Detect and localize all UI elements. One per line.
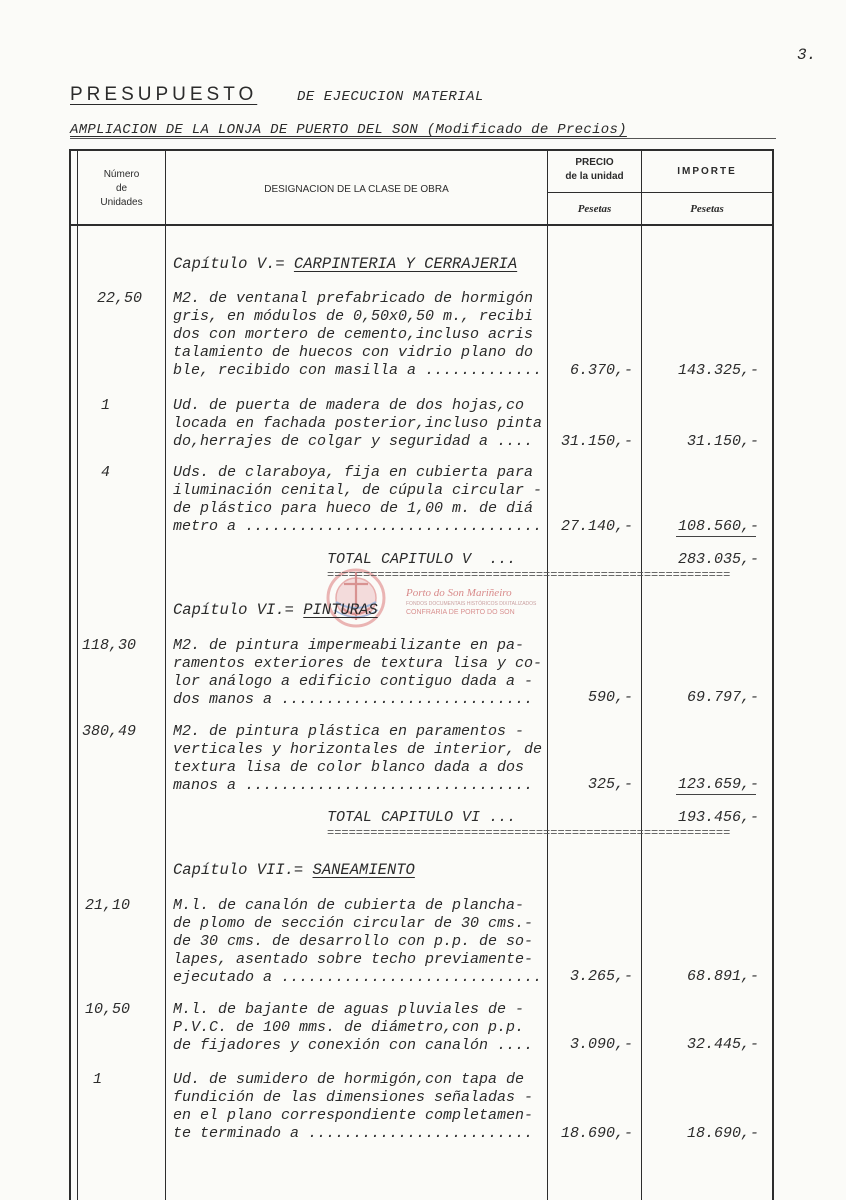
desc-line: M.l. de canalón de cubierta de plancha- — [173, 897, 525, 914]
desc-line: Ud. de puerta de madera de dos hojas,co — [173, 397, 525, 414]
desc-line: te terminado a ......................... — [173, 1125, 534, 1142]
stamp-caption: FONDOS DOCUMENTAIS HISTÓRICOS DIXITALIZADOS — [406, 601, 537, 607]
desc-line: ejecutado a ............................. — [173, 969, 543, 986]
desc-line: fundición de las dimensiones señaladas - — [173, 1089, 534, 1106]
header-units — [78, 168, 165, 210]
desc-line: ramentos exteriores de textura lisa y co- — [173, 655, 543, 672]
item-description — [173, 1071, 533, 1143]
table-left-inner-border — [77, 151, 78, 1200]
chapter-name: CARPINTERIA Y CERRAJERIA — [293, 255, 518, 273]
desc-line: M2. de pintura impermeabilizante en pa- — [173, 637, 525, 654]
desc-line: gris, en módulos de 0,50x0,50 m., recibi — [173, 308, 534, 325]
desc-line: ble, recibido con masilla a ............. — [173, 362, 543, 379]
item-quantity: 22,50 — [96, 290, 142, 307]
header-price-line1: PRECIO — [575, 157, 614, 168]
chapter-prefix: Capítulo VI.= — [173, 601, 304, 619]
item-quantity: 10,50 — [84, 1001, 130, 1018]
table-left-border — [69, 149, 71, 1200]
col-divider-units — [165, 151, 166, 1200]
header-description: DESIGNACION DE LA CLASE DE OBRA — [264, 184, 449, 195]
header-price-line2: de la unidad — [565, 171, 624, 182]
subtotal-rule — [676, 794, 756, 795]
desc-line: lor análogo a edificio contiguo dada a - — [173, 673, 534, 690]
item-description — [173, 290, 542, 380]
header-price — [548, 156, 641, 184]
item-unit-price: 325,- — [587, 776, 633, 793]
desc-line: locada en fachada posterior,incluso pinta — [173, 415, 543, 432]
item-quantity: 380,49 — [81, 723, 136, 740]
item-amount: 108.560,- — [677, 518, 759, 535]
item-unit-price: 3.090,- — [569, 1036, 633, 1053]
item-quantity: 21,10 — [84, 897, 130, 914]
table-header-bottom-border — [69, 224, 774, 226]
desc-line: verticales y horizontales de interior, de — [173, 741, 543, 758]
desc-line: en el plano correspondiente completamen- — [173, 1107, 534, 1124]
desc-line: lapes, asentado sobre techo previamente- — [173, 951, 534, 968]
item-description — [173, 1001, 533, 1055]
desc-line: metro a ................................. — [173, 518, 543, 535]
table-top-border — [69, 149, 774, 151]
desc-line: M.l. de bajante de aguas pluviales de - — [173, 1001, 525, 1018]
item-amount: 143.325,- — [677, 362, 759, 379]
header-units-line1: Número — [103, 169, 140, 180]
desc-line: iluminación cenital, de cúpula circular - — [173, 482, 543, 499]
item-description — [173, 397, 542, 451]
chapter-prefix: Capítulo VII.= — [173, 861, 313, 879]
desc-line: de 30 cms. de desarrollo con p.p. de so- — [173, 933, 534, 950]
item-amount: 69.797,- — [686, 689, 759, 706]
item-quantity: 1 — [100, 397, 110, 414]
col-divider-desc — [547, 151, 548, 1200]
document-subtitle: DE EJECUCION MATERIAL — [297, 89, 484, 105]
desc-line: M2. de pintura plástica en paramentos - — [173, 723, 525, 740]
desc-line: dos manos a ............................ — [173, 691, 534, 708]
header-amount: IMPORTE — [677, 166, 737, 177]
desc-line: talamiento de huecos con vidrio plano do — [173, 344, 534, 361]
item-amount: 31.150,- — [686, 433, 759, 450]
chapter-total-value: 283.035,- — [677, 551, 759, 568]
header-units-line2: de — [115, 183, 128, 194]
desc-line: dos con mortero de cemento,incluso acris — [173, 326, 534, 343]
chapter-total-label: TOTAL CAPITULO V ... — [327, 551, 517, 568]
item-quantity: 118,30 — [81, 637, 136, 654]
double-rule: ======================================================== — [327, 826, 731, 840]
item-unit-price: 590,- — [587, 689, 633, 706]
chapter-total-label: TOTAL CAPITULO VI ... — [327, 809, 517, 826]
item-amount: 32.445,- — [686, 1036, 759, 1053]
item-amount: 18.690,- — [686, 1125, 759, 1142]
chapter-name: PINTURAS — [303, 601, 378, 619]
desc-line: de plástico para hueco de 1,00 m. de diá — [173, 500, 534, 517]
header-amount-currency: Pesetas — [690, 203, 724, 215]
item-unit-price: 31.150,- — [560, 433, 633, 450]
item-quantity: 1 — [92, 1071, 102, 1088]
table-right-border — [772, 149, 774, 1200]
item-unit-price: 3.265,- — [569, 968, 633, 985]
desc-line: P.V.C. de 100 mms. de diámetro,con p.p. — [173, 1019, 525, 1036]
header-price-currency: Pesetas — [577, 203, 612, 215]
item-description — [173, 464, 542, 536]
item-quantity: 4 — [100, 464, 110, 481]
chapter-heading — [173, 601, 378, 619]
col-divider-price — [641, 151, 642, 1200]
stamp-organisation: CONFRARIA DE PORTO DO SON — [406, 609, 515, 616]
desc-line: de plomo de sección circular de 30 cms.- — [173, 915, 534, 932]
desc-line: textura lisa de color blanco dada a dos — [173, 759, 525, 776]
chapter-prefix: Capítulo V.= — [173, 255, 294, 273]
item-description — [173, 637, 542, 709]
item-unit-price: 6.370,- — [569, 362, 633, 379]
double-rule: ======================================================== — [327, 568, 731, 582]
desc-line: do,herrajes de colgar y seguridad a .... — [173, 433, 534, 450]
project-name: AMPLIACION DE LA LONJA DE PUERTO DEL SON (Modificado de Precios) — [70, 122, 627, 138]
chapter-heading — [173, 255, 517, 273]
item-amount: 68.891,- — [686, 968, 759, 985]
item-unit-price: 18.690,- — [560, 1125, 633, 1142]
subtotal-rule — [676, 536, 756, 537]
item-description — [173, 723, 542, 795]
header-currency-divider — [548, 192, 772, 193]
chapter-total-value: 193.456,- — [677, 809, 759, 826]
chapter-name: SANEAMIENTO — [312, 861, 415, 879]
desc-line: Uds. de claraboya, fija en cubierta para — [173, 464, 534, 481]
item-amount: 123.659,- — [677, 776, 759, 793]
desc-line: M2. de ventanal prefabricado de hormigón — [173, 290, 534, 307]
page-number: 3. — [797, 46, 817, 64]
item-unit-price: 27.140,- — [560, 518, 633, 535]
desc-line: Ud. de sumidero de hormigón,con tapa de — [173, 1071, 525, 1088]
desc-line: manos a ................................ — [173, 777, 534, 794]
item-description — [173, 897, 542, 987]
desc-line: de fijadores y conexión con canalón .... — [173, 1037, 534, 1054]
document-title: PRESUPUESTO — [70, 84, 258, 105]
header-units-line3: Unidades — [100, 197, 143, 208]
project-underline — [70, 138, 776, 139]
chapter-heading — [173, 861, 415, 879]
stamp-brand: Porto do Son Mariñeiro — [406, 587, 512, 599]
